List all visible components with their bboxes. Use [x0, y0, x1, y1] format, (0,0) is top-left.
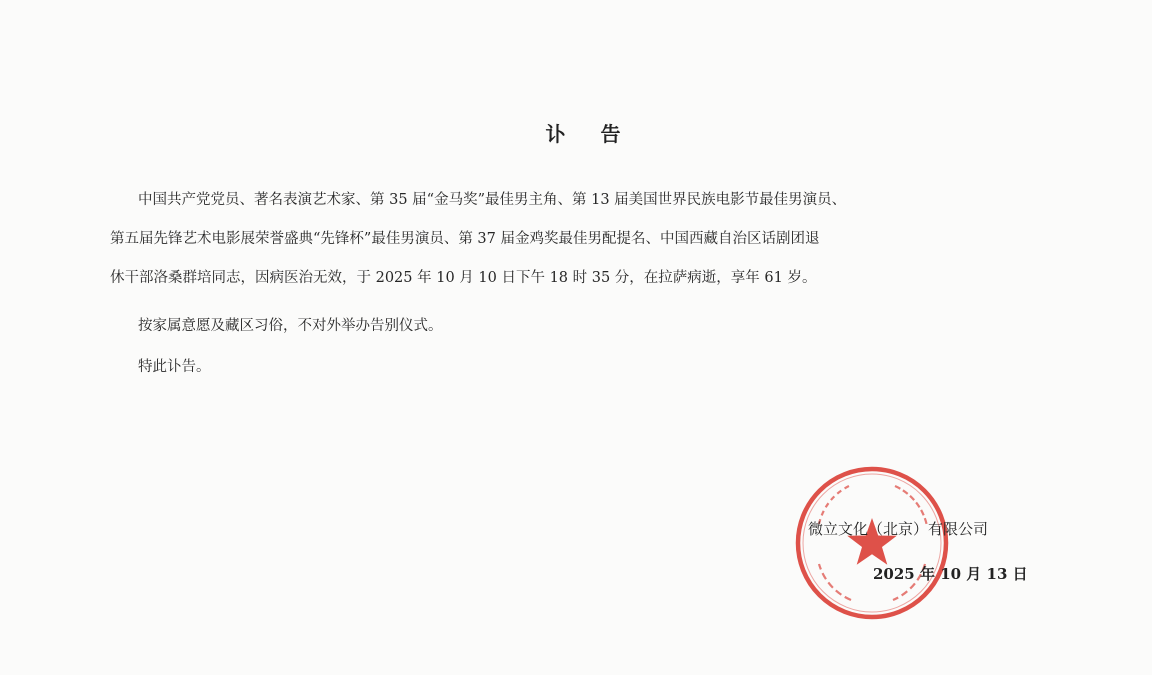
issue-date: 2025 年 10 月 13 日 — [873, 565, 1028, 583]
document-title: 讣 告 — [545, 122, 635, 146]
issuer-company-name: 微立文化（北京）有限公司 — [808, 520, 989, 538]
paragraph-line-1: 中国共产党党员、著名表演艺术家、第 35 届“金马奖”最佳男主角、第 13 届美国世界民族电影节最佳男演员、 — [138, 192, 847, 208]
paragraph-family-wishes: 按家属意愿及藏区习俗，不对外举办告别仪式。 — [138, 318, 443, 334]
paragraph-line-3: 休干部洛桑群培同志，因病医治无效，于 2025 年 10 月 10 日下午 18 时 35 分，在拉萨病逝，享年 61 岁。 — [110, 270, 817, 286]
company-seal-stamp — [793, 464, 951, 622]
paragraph-line-2: 第五届先锋艺术电影展荣誉盛典“先锋杯”最佳男演员、第 37 届金鸡奖最佳男配提名、中国西藏自治区话剧团退 — [110, 231, 820, 247]
paragraph-closing: 特此讣告。 — [138, 359, 211, 375]
